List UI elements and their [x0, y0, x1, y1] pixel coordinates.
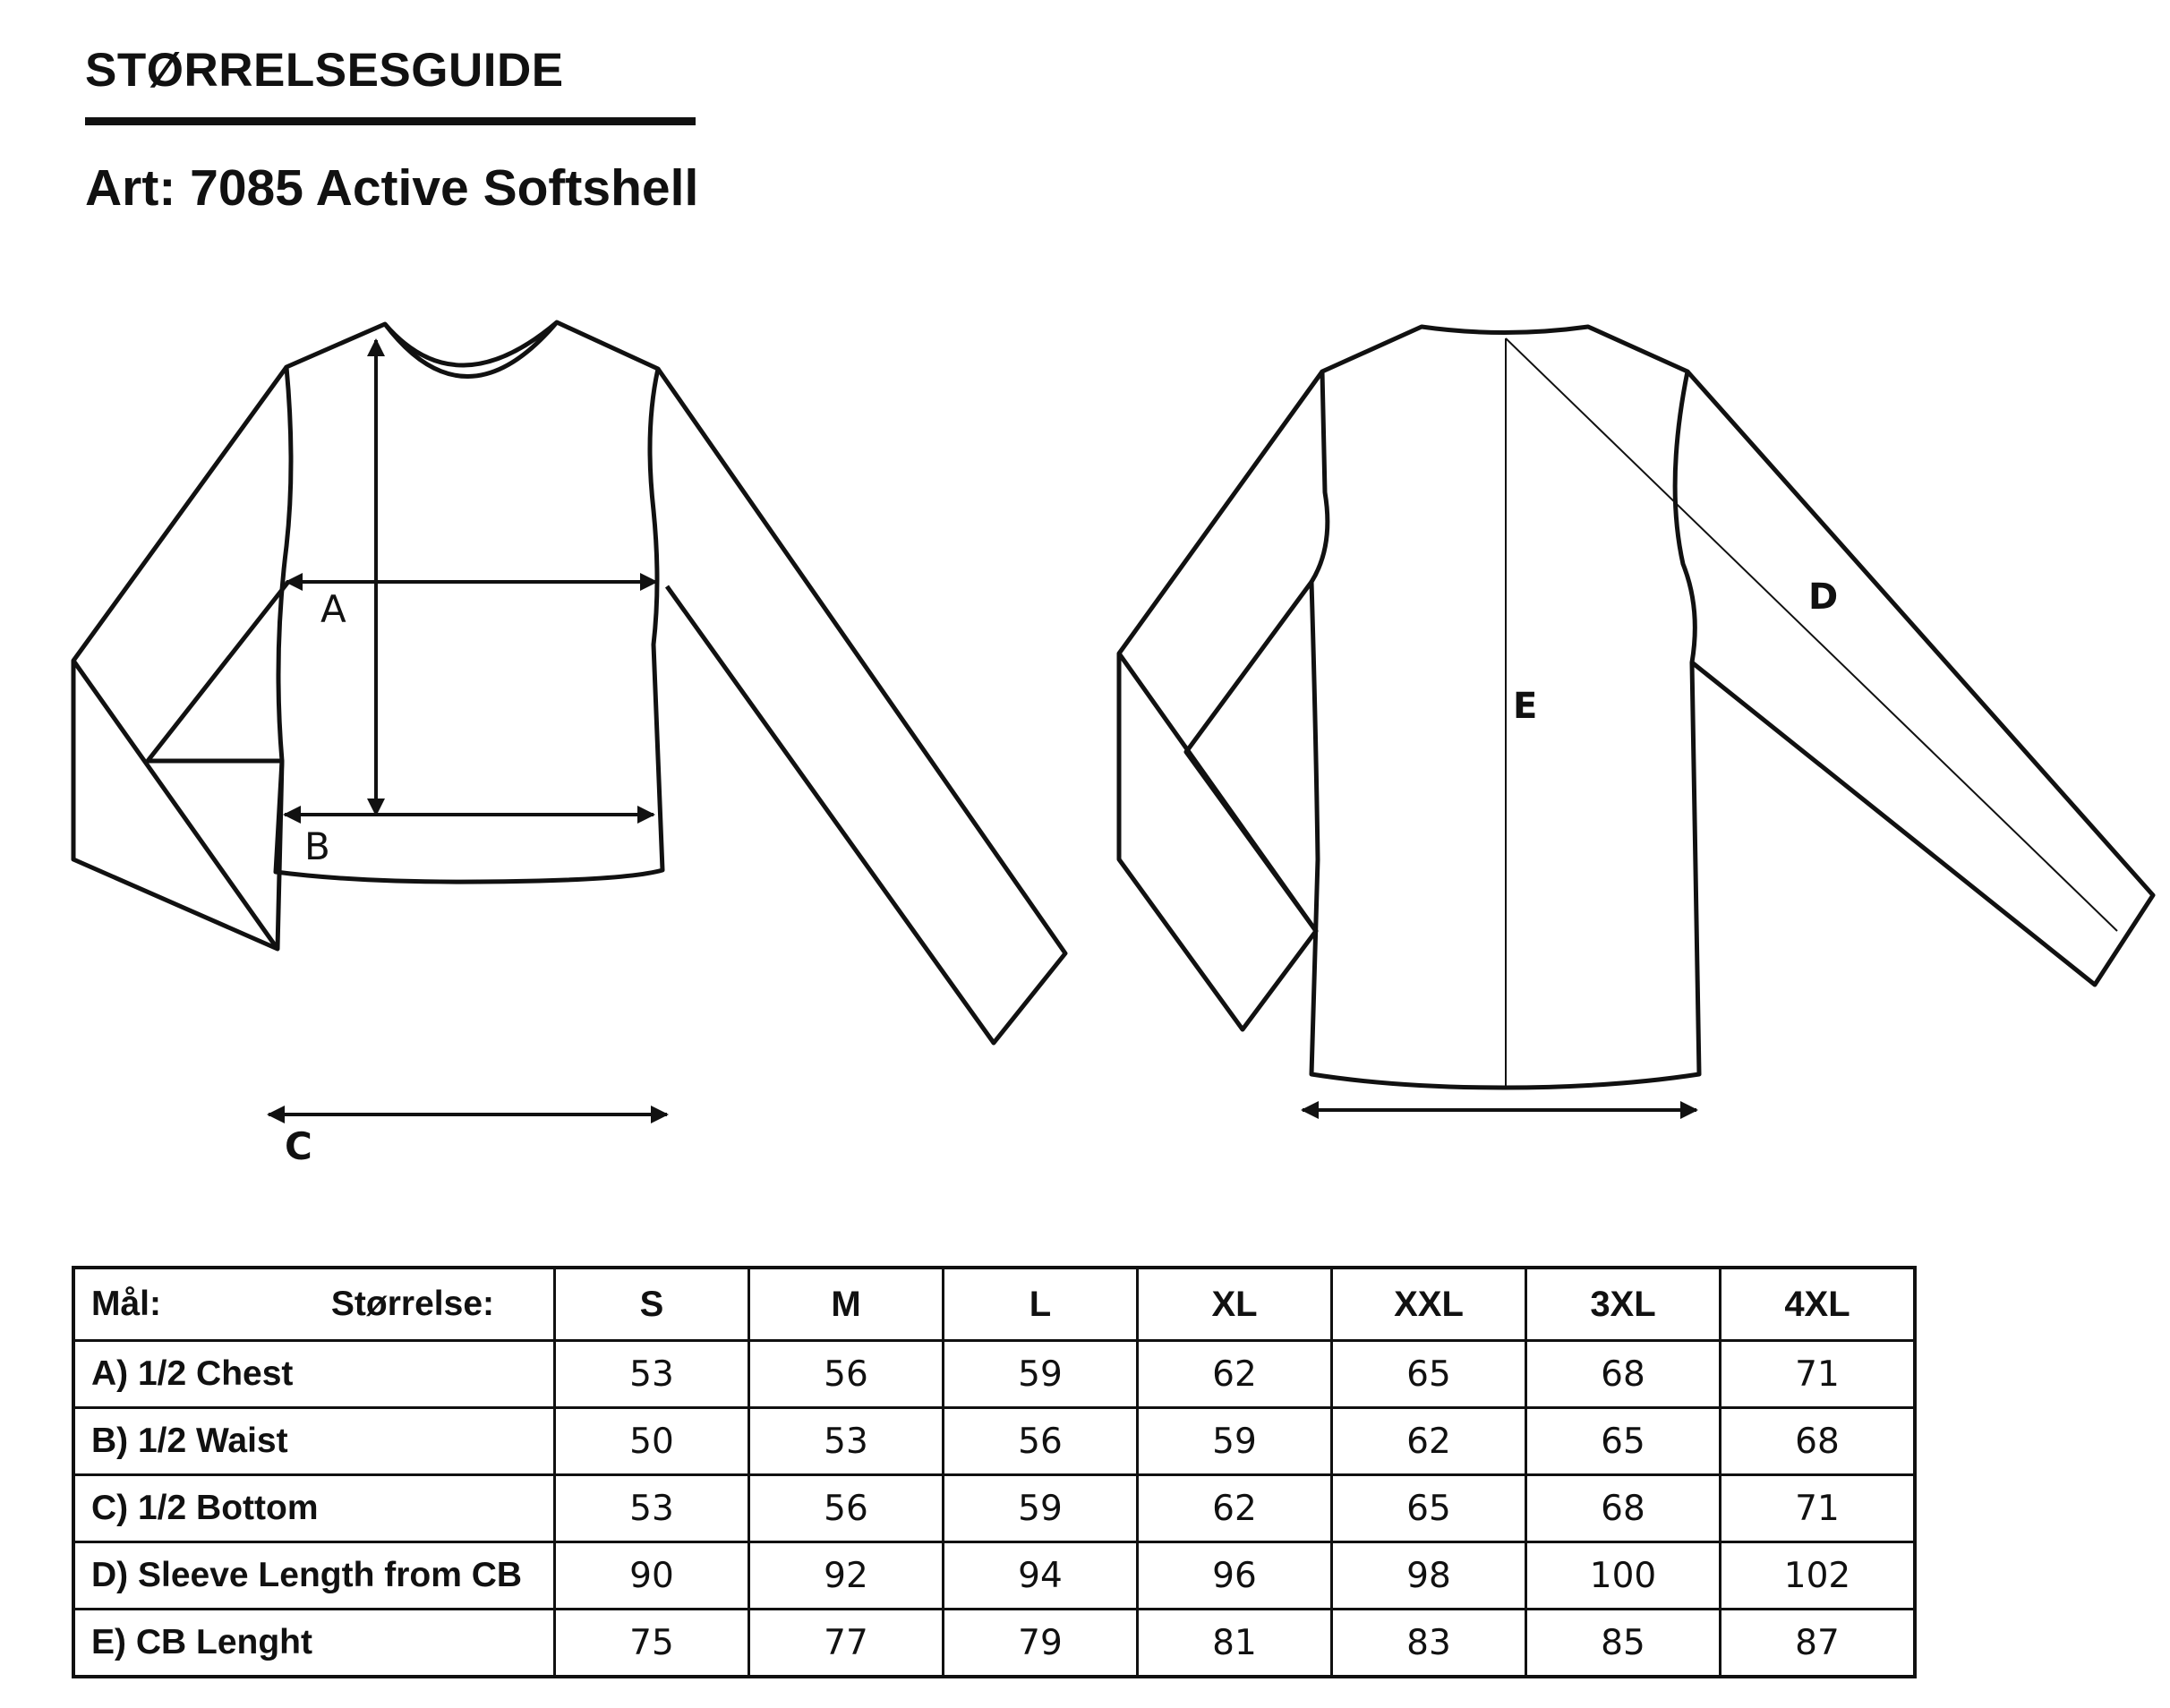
size-col-3xl: 3XL [1526, 1268, 1721, 1341]
table-row [73, 1475, 1915, 1542]
label-d: D [1808, 576, 1839, 618]
table-cell: 85 [1526, 1610, 1721, 1678]
table-row [73, 1408, 1915, 1475]
table-cell: 56 [749, 1341, 944, 1408]
front-right-sleeve [658, 369, 1065, 1043]
table-cell: 92 [749, 1542, 944, 1610]
row-label: C) 1/2 Bottom [73, 1475, 555, 1542]
title-underline [85, 117, 696, 125]
table-cell: 53 [749, 1408, 944, 1475]
size-col-l: L [944, 1268, 1138, 1341]
table-cell: 68 [1526, 1341, 1721, 1408]
table-corner-cell [73, 1268, 555, 1341]
table-cell: 71 [1721, 1341, 1916, 1408]
guide-title: STØRRELSESGUIDE [85, 44, 564, 97]
table-cell: 68 [1526, 1475, 1721, 1542]
table-cell: 62 [1138, 1475, 1332, 1542]
row-label: B) 1/2 Waist [73, 1408, 555, 1475]
table-cell: 75 [555, 1610, 749, 1678]
size-col-xl: XL [1138, 1268, 1332, 1341]
front-left-sleeve [73, 367, 288, 949]
table-cell: 65 [1332, 1475, 1526, 1542]
table-cell: 59 [944, 1341, 1138, 1408]
front-neckline [385, 322, 557, 377]
table-cell: 65 [1526, 1408, 1721, 1475]
label-a: A [320, 587, 346, 631]
table-cell: 100 [1526, 1542, 1721, 1610]
label-e: E [1513, 686, 1538, 727]
front-view [73, 322, 1065, 1114]
size-col-m: M [749, 1268, 944, 1341]
table-cell: 68 [1721, 1408, 1916, 1475]
size-col-s: S [555, 1268, 749, 1341]
back-left-sleeve [1119, 371, 1322, 1029]
table-cell: 53 [555, 1341, 749, 1408]
label-c: C [285, 1124, 312, 1168]
table-cell: 56 [944, 1408, 1138, 1475]
back-left-cuff [1119, 653, 1316, 931]
table-header-row [73, 1268, 1915, 1341]
article-title: Art: 7085 Active Softshell [85, 159, 699, 217]
table-cell: 79 [944, 1610, 1138, 1678]
table-cell: 71 [1721, 1475, 1916, 1542]
table-cell: 81 [1138, 1610, 1332, 1678]
row-label: A) 1/2 Chest [73, 1341, 555, 1408]
table-cell: 62 [1138, 1341, 1332, 1408]
size-header: Størrelse: [330, 1285, 494, 1323]
back-view [1119, 327, 2153, 1110]
table-cell: 98 [1332, 1542, 1526, 1610]
table-cell: 96 [1138, 1542, 1332, 1610]
table-cell: 90 [555, 1542, 749, 1610]
size-col-4xl: 4XL [1721, 1268, 1916, 1341]
back-sleeve-line [1506, 338, 2117, 931]
size-col-xxl: XXL [1332, 1268, 1526, 1341]
table-cell: 50 [555, 1408, 749, 1475]
back-right-sleeve [1687, 371, 2153, 985]
label-b: B [304, 824, 330, 868]
table-cell: 83 [1332, 1610, 1526, 1678]
table-cell: 53 [555, 1475, 749, 1542]
table-row [73, 1610, 1915, 1678]
row-label: E) CB Lenght [73, 1610, 555, 1678]
table-cell: 59 [1138, 1408, 1332, 1475]
table-cell: 87 [1721, 1610, 1916, 1678]
table-row [73, 1341, 1915, 1408]
size-table [72, 1266, 1917, 1678]
table-cell: 94 [944, 1542, 1138, 1610]
measure-header: Mål: [91, 1285, 161, 1323]
table-cell: 59 [944, 1475, 1138, 1542]
table-cell: 77 [749, 1610, 944, 1678]
garment-diagram [0, 286, 2170, 1191]
table-cell: 62 [1332, 1408, 1526, 1475]
table-row [73, 1542, 1915, 1610]
row-label: D) Sleeve Length from CB [73, 1542, 555, 1610]
table-cell: 102 [1721, 1542, 1916, 1610]
table-cell: 65 [1332, 1341, 1526, 1408]
table-cell: 56 [749, 1475, 944, 1542]
